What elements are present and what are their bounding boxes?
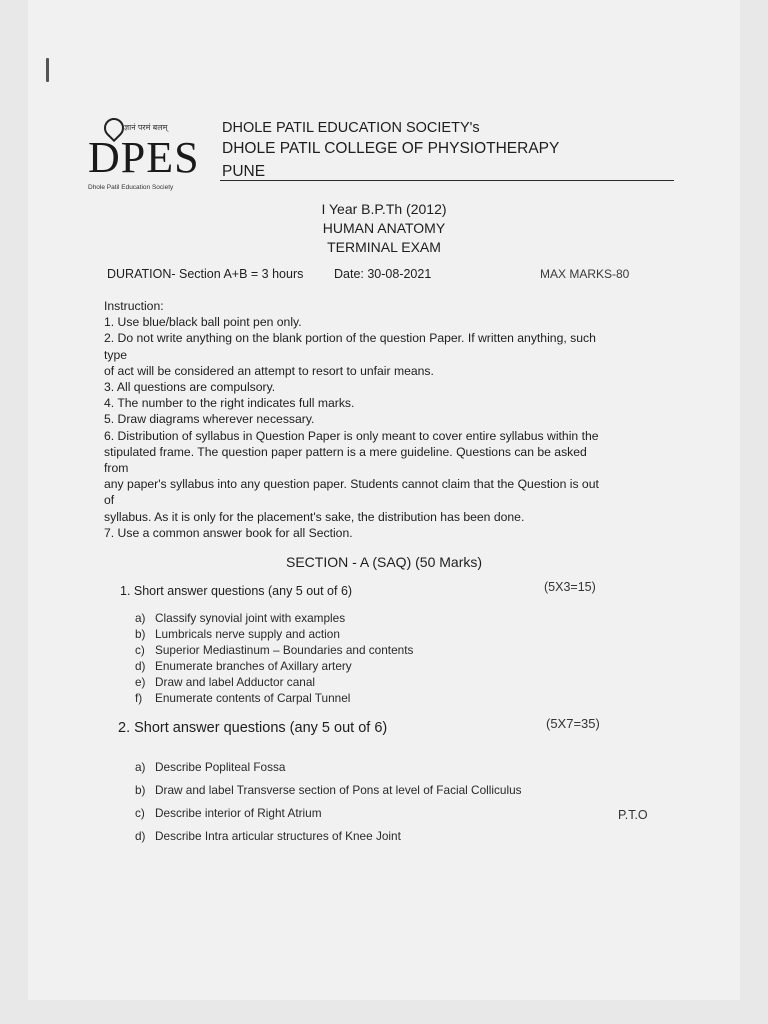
item-text: Draw and label Adductor canal xyxy=(155,675,316,689)
instruction-line: 2. Do not write anything on the blank portion of the question Paper. If written anything, such xyxy=(104,331,596,346)
instruction-line: 3. All questions are compulsory. xyxy=(104,380,276,395)
item-text: Describe Popliteal Fossa xyxy=(155,760,286,774)
instructions xyxy=(104,298,656,541)
item-letter: c) xyxy=(135,806,145,820)
binder-mark xyxy=(46,58,49,82)
college-name: DHOLE PATIL COLLEGE OF PHYSIOTHERAPY xyxy=(222,140,560,157)
instruction-line: 6. Distribution of syllabus in Question Paper is only meant to cover entire syllabus within the xyxy=(104,428,599,443)
item-letter: a) xyxy=(135,760,146,774)
logo-subtext: Dhole Patil Education Society xyxy=(88,184,174,191)
logo-text: DPES xyxy=(88,133,200,182)
instruction-line: Instruction: xyxy=(104,299,164,313)
list-item xyxy=(135,690,413,706)
instruction-line: 7. Use a common answer book for all Section. xyxy=(104,525,353,540)
item-letter: b) xyxy=(135,783,146,797)
instruction-line: type xyxy=(104,347,128,362)
instruction-line: 1. Use blue/black ball point pen only. xyxy=(104,315,302,330)
instruction-line: stipulated frame. The question paper pattern is a mere guideline. Questions can be asked xyxy=(104,444,587,459)
list-item xyxy=(135,626,413,642)
question-1-list xyxy=(135,610,413,706)
instruction-line: any paper's syllabus into any question paper. Students cannot claim that the Question is out xyxy=(104,477,599,492)
item-text: Draw and label Transverse section of Pons at level of Facial Colliculus xyxy=(155,783,522,797)
item-letter: c) xyxy=(135,643,145,657)
list-item xyxy=(135,610,413,626)
header-divider xyxy=(220,180,674,181)
city-name: PUNE xyxy=(222,163,266,180)
item-letter: d) xyxy=(135,829,146,843)
question-1-label: 1. Short answer questions (any 5 out of 6) xyxy=(120,584,353,598)
list-item xyxy=(135,658,413,674)
item-text: Describe interior of Right Atrium xyxy=(155,806,322,820)
instruction-line: 4. The number to the right indicates full marks. xyxy=(104,396,355,411)
list-item xyxy=(135,802,522,825)
list-item xyxy=(135,779,522,802)
instruction-line: 5. Draw diagrams wherever necessary. xyxy=(104,412,315,427)
logo-hindi: ज्ञानं परमं बलम् xyxy=(124,123,168,132)
list-item xyxy=(135,674,413,690)
society-name: DHOLE PATIL EDUCATION SOCIETY's xyxy=(222,120,480,136)
question-1-marks: (5X3=15) xyxy=(544,580,596,594)
instruction-line: of xyxy=(104,493,115,508)
list-item xyxy=(135,825,522,848)
section-a-title: SECTION - A (SAQ) (50 Marks) xyxy=(285,554,483,570)
item-text: Enumerate contents of Carpal Tunnel xyxy=(155,691,351,705)
list-item xyxy=(135,756,522,779)
item-letter: a) xyxy=(135,611,146,625)
instruction-line: syllabus. As it is only for the placement's sake, the distribution has been done. xyxy=(104,509,525,524)
item-letter: d) xyxy=(135,659,146,673)
item-letter: f) xyxy=(135,691,143,705)
question-2-label: 2. Short answer questions (any 5 out of 6) xyxy=(118,720,388,736)
exam-year: I Year B.P.Th (2012) xyxy=(321,201,447,217)
item-text: Superior Mediastinum – Boundaries and contents xyxy=(155,643,414,657)
item-text: Lumbricals nerve supply and action xyxy=(155,627,340,641)
pto-label: P.T.O xyxy=(618,808,648,822)
list-item xyxy=(135,642,413,658)
item-letter: e) xyxy=(135,675,146,689)
exam-date: Date: 30-08-2021 xyxy=(334,267,432,281)
exam-type: TERMINAL EXAM xyxy=(327,239,441,255)
dpes-logo xyxy=(88,118,200,198)
question-2-marks: (5X7=35) xyxy=(546,716,600,731)
item-letter: b) xyxy=(135,627,146,641)
instruction-line: of act will be considered an attempt to resort to unfair means. xyxy=(104,363,434,378)
item-text: Enumerate branches of Axillary artery xyxy=(155,659,352,673)
exam-duration: DURATION- Section A+B = 3 hours xyxy=(107,267,304,281)
instruction-line: from xyxy=(104,461,129,476)
exam-subject: HUMAN ANATOMY xyxy=(322,220,446,236)
question-2-list xyxy=(135,756,522,848)
item-text: Classify synovial joint with examples xyxy=(155,611,346,625)
exam-max-marks: MAX MARKS-80 xyxy=(540,267,630,281)
item-text: Describe Intra articular structures of Knee Joint xyxy=(155,829,401,843)
